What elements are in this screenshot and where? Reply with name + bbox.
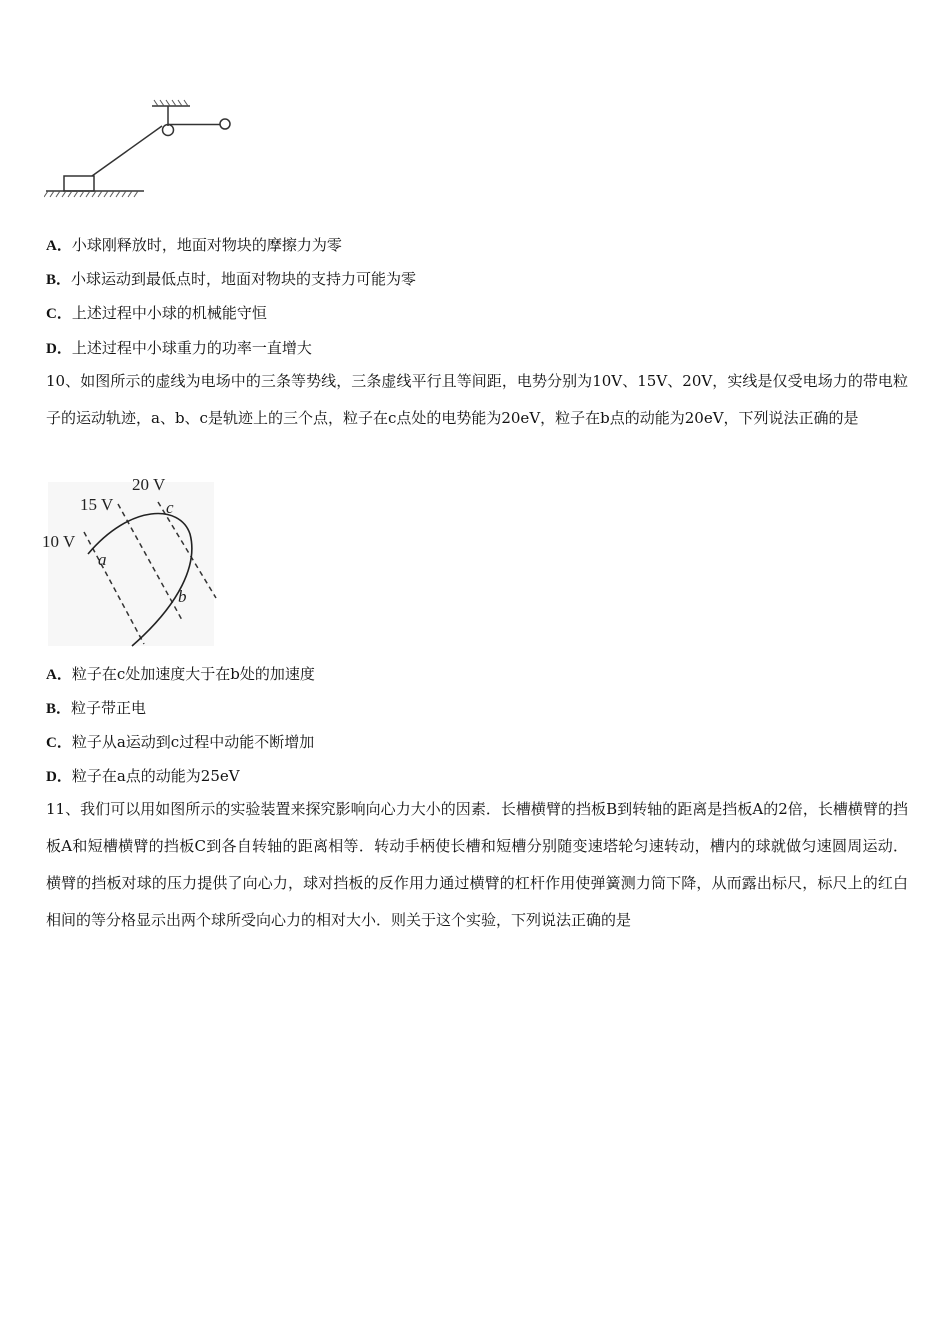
point-b-label: b (178, 587, 187, 606)
equipotential-figure (40, 474, 220, 648)
option-text: 上述过程中小球的机械能守恒 (71, 304, 267, 322)
q9-option-c (46, 303, 267, 324)
pendulum-block-figure (44, 96, 244, 202)
option-text: 粒子带正电 (71, 699, 147, 717)
label-15v: 15 V (80, 495, 114, 514)
option-letter: A． (46, 238, 72, 254)
q9-option-d (46, 338, 312, 359)
q10-option-a (46, 664, 315, 685)
option-letter: D． (46, 769, 72, 785)
q11-stem: 11、我们可以用如图所示的实验装置来探究影响向心力大小的因素．长槽横臂的挡板B到转轴的距离是挡板A的2倍，长槽横臂的挡板A和短槽横臂的挡板C到各自转轴的距离相等．转动手柄使长槽和短槽分别随变速塔轮匀速转动，槽内的球就做匀速圆周运动．横臂的挡板对球的压力提供了向心力，球对挡板的反作用力通过横臂的杠杆作用使弹簧测力筒下降，从而露出标尺，标尺上的红白相间的等分格显示出两个球所受向心力的相对大小．则关于这个实验，下列说法正确的是 (46, 800, 908, 929)
option-text: 粒子从a运动到c过程中动能不断增加 (71, 733, 315, 751)
option-text: 小球刚释放时，地面对物块的摩擦力为零 (71, 236, 342, 254)
q10-option-c (46, 732, 314, 753)
option-letter: B． (46, 272, 72, 288)
option-letter: A． (46, 667, 72, 683)
label-20v: 20 V (132, 475, 166, 494)
option-text: 粒子在c处加速度大于在b处的加速度 (71, 665, 315, 683)
label-10v: 10 V (42, 532, 76, 551)
q10-stem: 10、如图所示的虚线为电场中的三条等势线，三条虚线平行且等间距，电势分别为10V、15V、20V，实线是仅受电场力的带电粒子的运动轨迹，a、b、c是轨迹上的三个点，粒子在c点处的电势能为20eV，粒子在b点的动能为20eV，下列说法正确的是 (46, 372, 908, 427)
option-text: 粒子在a点的动能为25eV (71, 767, 240, 785)
point-c-label: c (166, 498, 174, 517)
option-text: 上述过程中小球重力的功率一直增大 (71, 339, 312, 357)
q10-option-b (46, 698, 146, 719)
q10-option-d (46, 766, 240, 787)
q9-option-a (46, 235, 342, 256)
point-a-label: a (98, 550, 107, 569)
option-letter: C． (46, 735, 72, 751)
option-letter: B． (46, 701, 72, 717)
option-text: 小球运动到最低点时，地面对物块的支持力可能为零 (71, 270, 417, 288)
q9-option-b (46, 269, 416, 290)
option-letter: D． (46, 341, 72, 357)
option-letter: C． (46, 306, 72, 322)
